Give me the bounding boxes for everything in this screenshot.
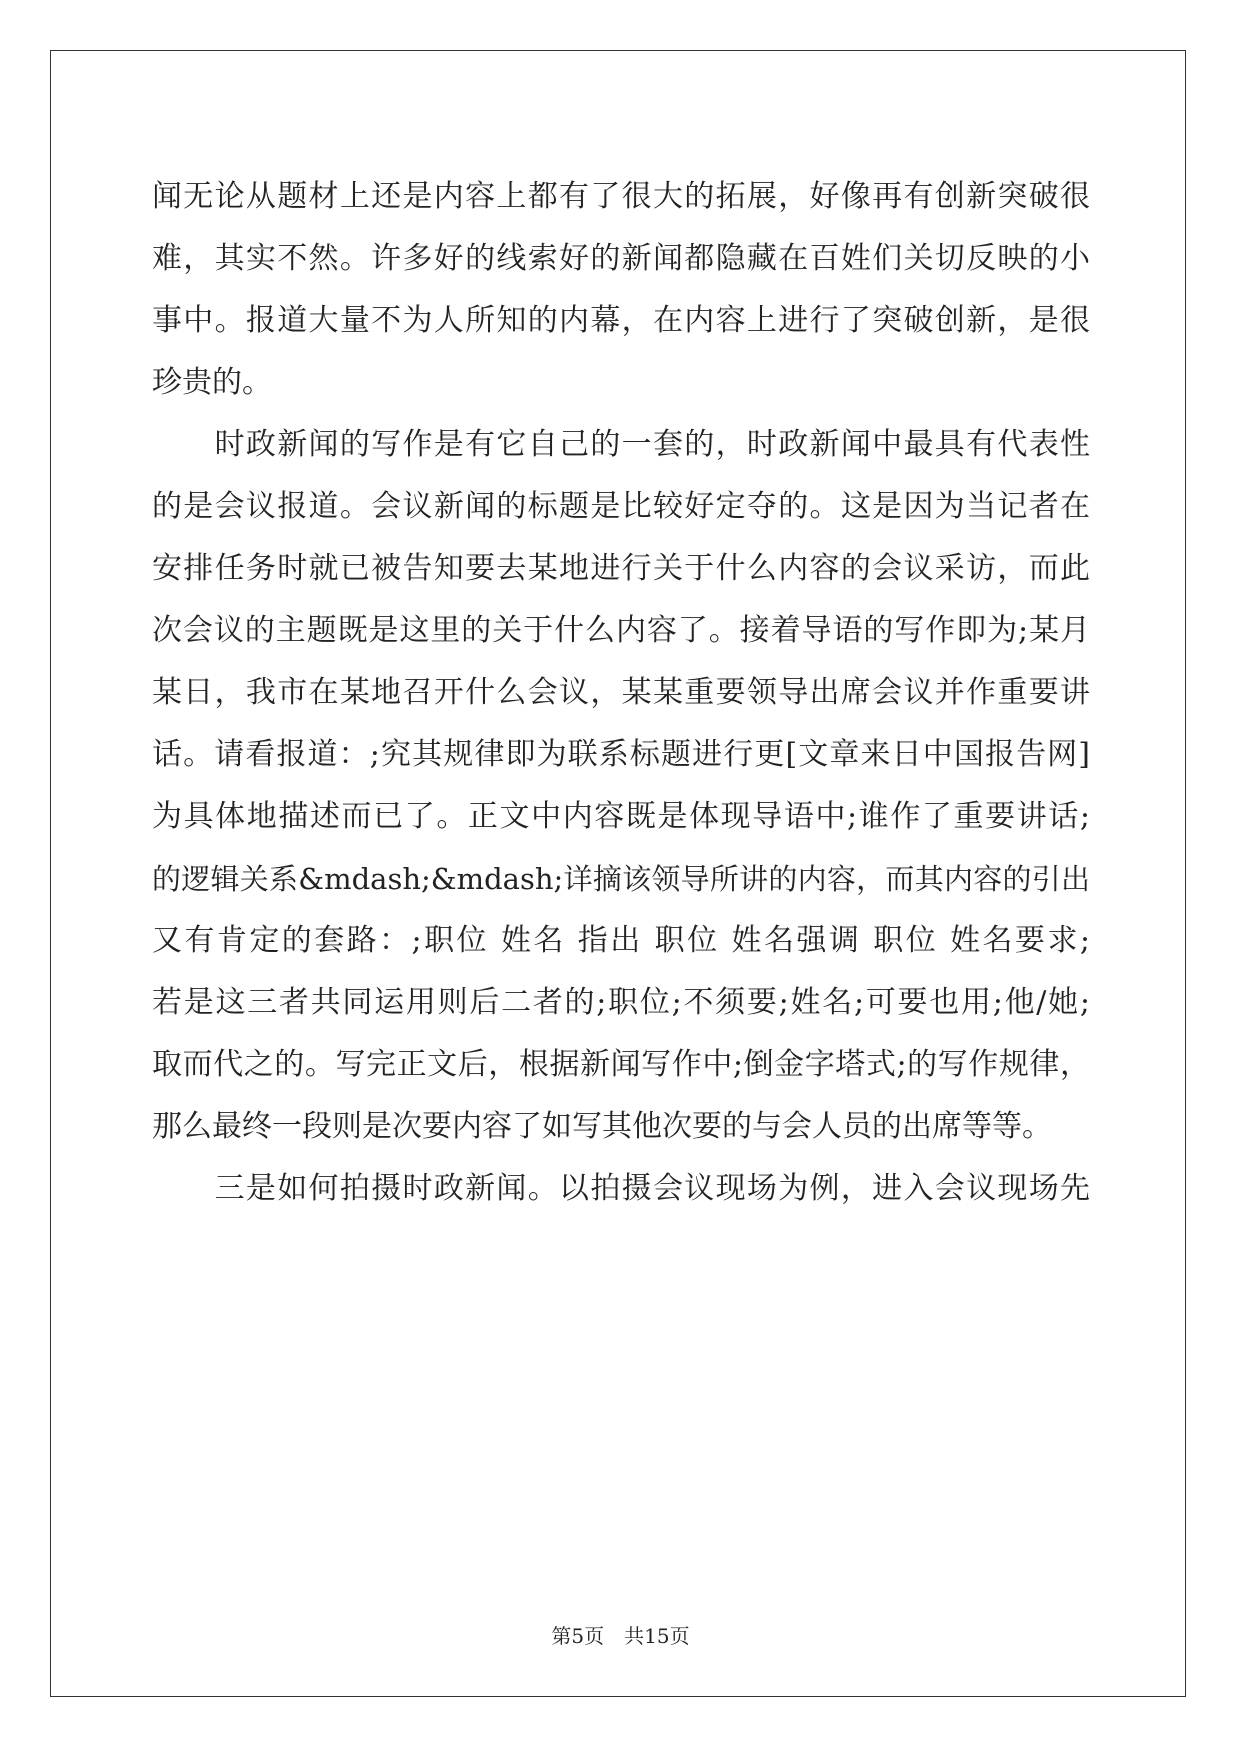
document-body (152, 166, 1090, 1220)
text-line: 次会议的主题既是这里的关于什么内容了。接着导语的写作即为;某月 (152, 613, 1090, 648)
text-line: 某日，我市在某地召开什么会议，某某重要领导出席会议并作重要讲 (152, 675, 1090, 710)
text-line: 的逻辑关系&mdash;&mdash;详摘该领导所讲的内容，而其内容的引出 (152, 862, 1090, 896)
text-line: 事中。报道大量不为人所知的内幕，在内容上进行了突破创新，是很 (152, 303, 1090, 338)
text-line: 为具体地描述而已了。正文中内容既是体现导语中;谁作了重要讲话; (152, 799, 1090, 834)
text-line: 安排任务时就已被告知要去某地进行关于什么内容的会议采访，而此 (152, 551, 1090, 586)
text-line: 话。请看报道：;究其规律即为联系标题进行更[文章来日中国报告网] (152, 737, 1090, 772)
text-line: 取而代之的。写完正文后，根据新闻写作中;倒金字塔式;的写作规律， (152, 1047, 1090, 1082)
text-line: 珍贵的。 (152, 365, 272, 400)
text-line: 三是如何拍摄时政新闻。以拍摄会议现场为例，进入会议现场先 (152, 1171, 1090, 1206)
text-line: 闻无论从题材上还是内容上都有了很大的拓展，好像再有创新突破很 (152, 179, 1090, 214)
page-footer (0, 1620, 1241, 1649)
text-line: 若是这三者共同运用则后二者的;职位;不须要;姓名;可要也用;他/她; (152, 985, 1090, 1020)
page-number: 第5页 共15页 (551, 1624, 690, 1648)
text-line: 时政新闻的写作是有它自己的一套的，时政新闻中最具有代表性 (152, 427, 1090, 462)
text-line: 又有肯定的套路：;职位 姓名 指出 职位 姓名强调 职位 姓名要求; (152, 923, 1090, 958)
text-line: 难，其实不然。许多好的线索好的新闻都隐藏在百姓们关切反映的小 (152, 241, 1090, 276)
text-line: 那么最终一段则是次要内容了如写其他次要的与会人员的出席等等。 (152, 1109, 1052, 1144)
text-line: 的是会议报道。会议新闻的标题是比较好定夺的。这是因为当记者在 (152, 489, 1090, 524)
